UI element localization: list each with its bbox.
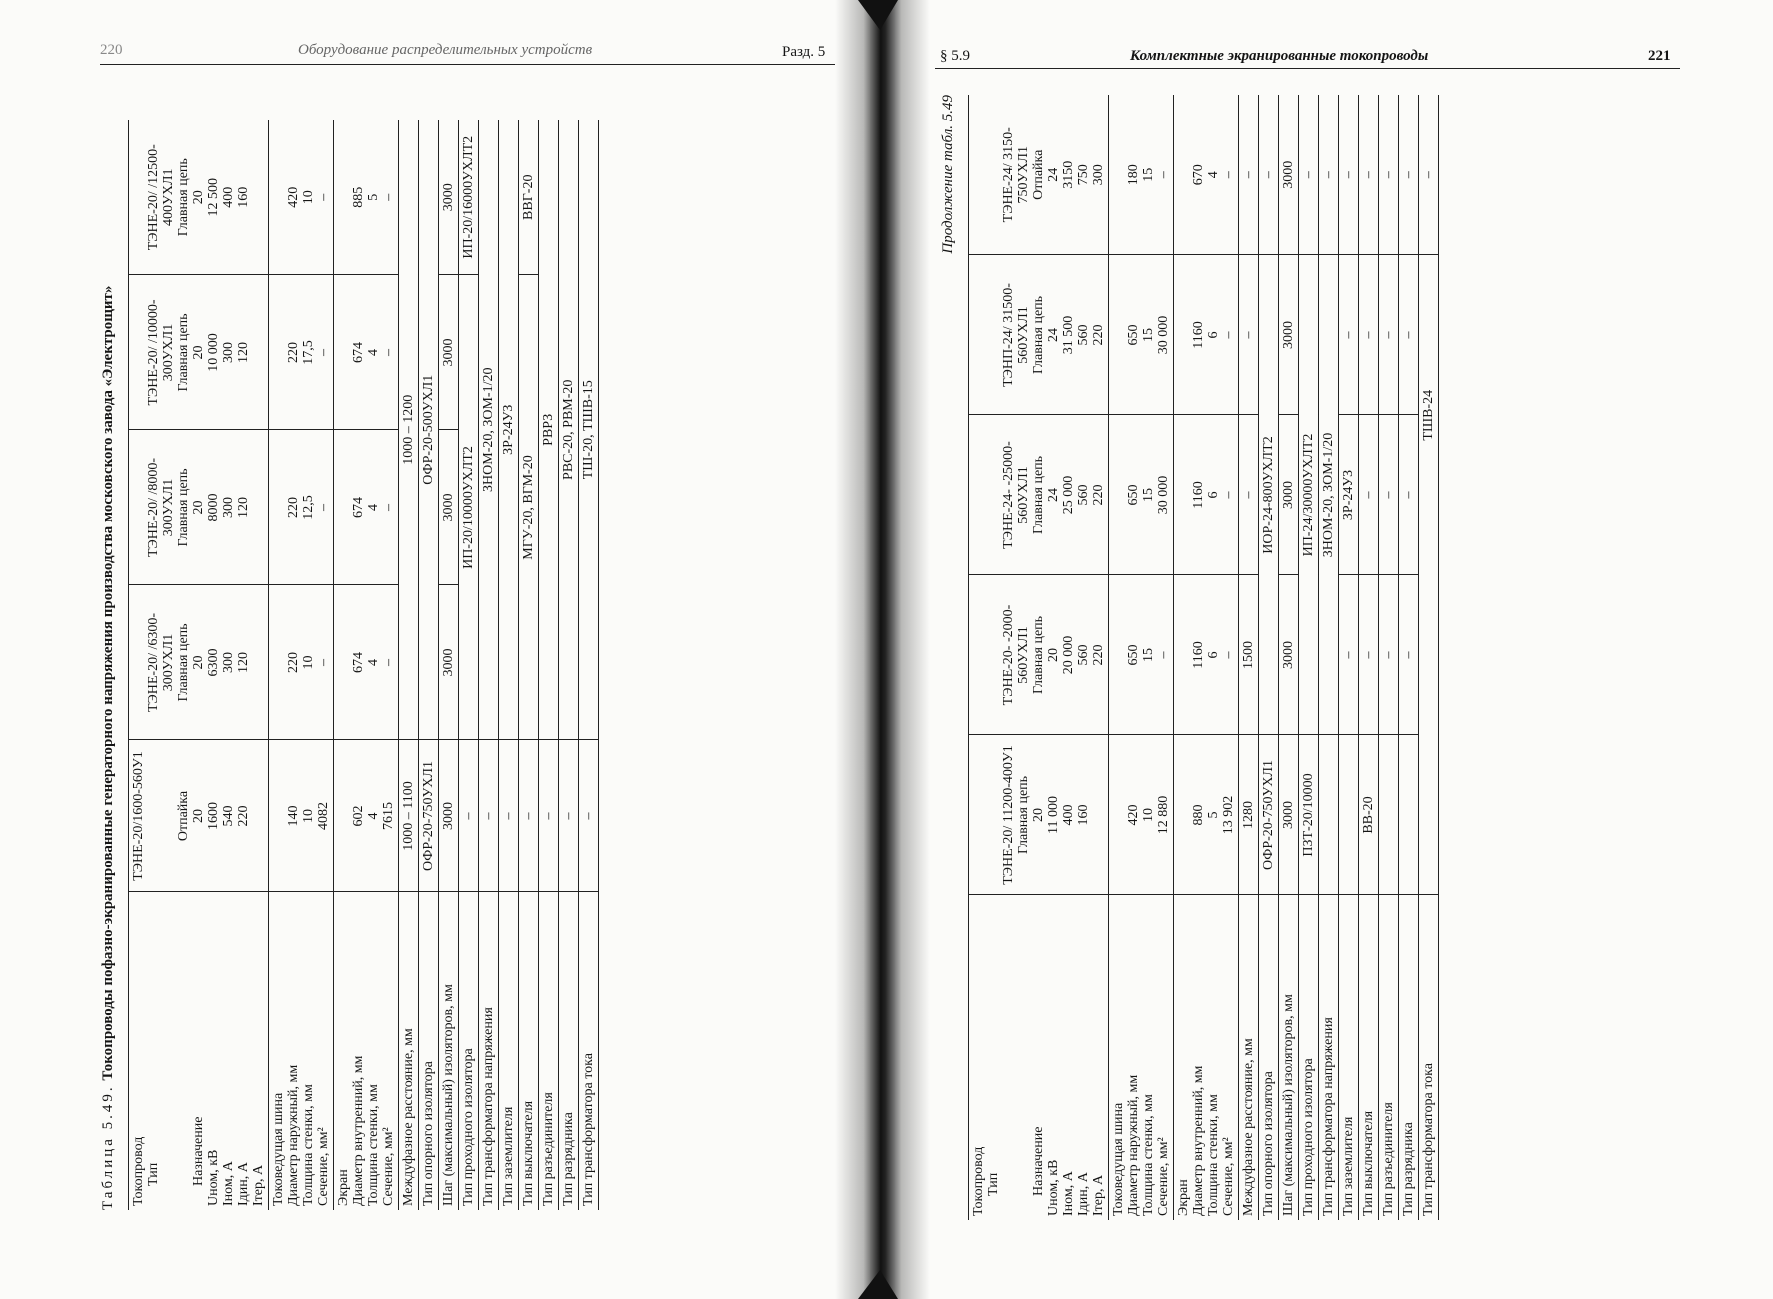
table-cell: 220 17,5 – bbox=[269, 275, 334, 430]
table-cell: – bbox=[1359, 95, 1379, 255]
row-label: Тип опорного изолятора bbox=[419, 892, 439, 1210]
table-cell: 3000 bbox=[1279, 415, 1299, 575]
table-cell: 3000 bbox=[439, 120, 459, 275]
table-cell: – bbox=[1399, 95, 1419, 255]
table-5-49-part2 bbox=[968, 95, 1439, 1220]
column-header: ТЭНЕ-20/ 11200-400У1 Главная цепь 20 11 000 400 160 bbox=[969, 735, 1109, 895]
table-cell: – bbox=[1399, 575, 1419, 735]
column-header: ТЭНП-24/ 31500-560УХЛ1 Главная цепь 24 31 500 560 220 bbox=[969, 255, 1109, 415]
table-cell: 650 15 – bbox=[1109, 575, 1174, 735]
table-cell-merged: МГУ-20, ВГМ-20 bbox=[519, 275, 539, 740]
row-label: Тип трансформатора тока bbox=[1419, 895, 1439, 1220]
table-cell: 3000 bbox=[439, 275, 459, 430]
table-cell: – bbox=[1339, 255, 1359, 415]
table-cell: – bbox=[459, 740, 479, 892]
row-label: Тип выключателя bbox=[519, 892, 539, 1210]
table-cell: – bbox=[1359, 415, 1379, 575]
row-label: Тип трансформатора тока bbox=[579, 892, 599, 1210]
table-cell: – bbox=[1379, 95, 1399, 255]
right-page-number: 221 bbox=[1648, 48, 1671, 64]
table-cell: ВВГ-20 bbox=[519, 120, 539, 275]
table-cell: 885 5 – bbox=[334, 120, 399, 275]
table-cell: 1160 6 – bbox=[1174, 575, 1239, 735]
table-cell-merged: ЗР-24УЗ bbox=[499, 120, 519, 740]
table-cell: – bbox=[1419, 95, 1439, 255]
row-label: Тип разрядника bbox=[559, 892, 579, 1210]
table-cell: – bbox=[1399, 255, 1419, 415]
table-cell: 3000 bbox=[439, 585, 459, 740]
row-label: Шаг (максимальный) изоляторов, мм bbox=[1279, 895, 1299, 1220]
row-label: Тип трансформатора напряжения bbox=[1319, 895, 1339, 1220]
right-header-rule bbox=[935, 68, 1680, 69]
table-cell: ОФР-20-750УХЛ1 bbox=[419, 740, 439, 892]
table-cell-merged: 1000 – 1200 bbox=[399, 120, 419, 740]
column-header: ТЭНЕ-24- -25000-560УХЛ1 Главная цепь 24 25 000 560 220 bbox=[969, 415, 1109, 575]
table-cell: – bbox=[1379, 255, 1399, 415]
table-cell-merged: ТШВ-24 bbox=[1419, 255, 1439, 575]
table-cell: 1000 – 1100 bbox=[399, 740, 419, 892]
table-cell: – bbox=[499, 740, 519, 892]
table-cell: 3000 bbox=[1279, 575, 1299, 735]
row-label-bus: Токоведущая шина Диаметр наружный, мм Толщина стенки, мм Сечение, мм² bbox=[269, 892, 334, 1210]
table-cell: 1280 bbox=[1239, 735, 1259, 895]
book-spine bbox=[835, 0, 930, 1299]
row-label: Тип выключателя bbox=[1359, 895, 1379, 1220]
column-header: ТЭНЕ-24/ 3150-750УХЛ1 Отпайка 24 3150 750 300 bbox=[969, 95, 1109, 255]
table-cell: – bbox=[1359, 575, 1379, 735]
row-label: Тип трансформатора напряжения bbox=[479, 892, 499, 1210]
table-cell: 670 4 – bbox=[1174, 95, 1239, 255]
row-label-bus: Токоведущая шина Диаметр наружный, мм Толщина стенки, мм Сечение, мм² bbox=[1109, 895, 1174, 1220]
row-label: Тип разъединителя bbox=[1379, 895, 1399, 1220]
column-header: ТЭНЕ-20/ /10000-300УХЛ1 Главная цепь 20 10 000 300 120 bbox=[129, 275, 269, 430]
table-cell: – bbox=[1339, 575, 1359, 735]
left-section: Разд. 5 bbox=[782, 44, 826, 60]
column-header: ТЭНЕ-20/ /6300-300УХЛ1 Главная цепь 20 6300 300 120 bbox=[129, 585, 269, 740]
table-cell: 1160 6 – bbox=[1174, 255, 1239, 415]
table-caption-text: Токопроводы пофазно-экранированные генераторного напряжения производства московского завода «Электрощит» bbox=[100, 285, 116, 1081]
table-cell bbox=[1399, 735, 1419, 895]
right-running-title: Комплектные экранированные токопроводы bbox=[1130, 48, 1429, 64]
table-cell: ВВ-20 bbox=[1359, 735, 1379, 895]
table-cell: – bbox=[559, 740, 579, 892]
table-cell: 650 15 30 000 bbox=[1109, 415, 1174, 575]
table-cell: 650 15 30 000 bbox=[1109, 255, 1174, 415]
table-cell: – bbox=[1399, 415, 1419, 575]
row-label: Тип разъединителя bbox=[539, 892, 559, 1210]
table-cell: – bbox=[1319, 95, 1339, 255]
table-cell: 880 5 13 902 bbox=[1174, 735, 1239, 895]
table-cell-merged: ИП-24/30000УХЛТ2 bbox=[1299, 255, 1319, 735]
column-header: ТЭНЕ-20- -2000-560УХЛ1 Главная цепь 20 20 000 560 220 bbox=[969, 575, 1109, 735]
left-running-title: Оборудование распределительных устройств bbox=[298, 42, 593, 58]
table-cell: 3000 bbox=[1279, 255, 1299, 415]
table-cell: 140 10 4082 bbox=[269, 740, 334, 892]
left-page-number: 220 bbox=[100, 42, 123, 58]
table-cell: 3000 bbox=[439, 740, 459, 892]
table-cell: – bbox=[1299, 95, 1319, 255]
row-label: Междуфазное расстояние, мм bbox=[399, 892, 419, 1210]
table-cell: ОФР-20-750УХЛ1 bbox=[1259, 735, 1279, 895]
column-header: ТЭНЕ-20/ /8000-300УХЛ1 Главная цепь 20 8000 300 120 bbox=[129, 430, 269, 585]
row-label: Тип заземлителя bbox=[1339, 895, 1359, 1220]
table-cell: 674 4 – bbox=[334, 585, 399, 740]
table-cell bbox=[1339, 735, 1359, 895]
table-cell: 1500 bbox=[1239, 575, 1259, 735]
table-cell: – bbox=[1379, 575, 1399, 735]
table-cell: – bbox=[479, 740, 499, 892]
column-header: ТЭНЕ-20/1600-560У1 Отпайка 20 1600 540 220 bbox=[129, 740, 269, 892]
table-cell: 180 15 – bbox=[1109, 95, 1174, 255]
row-label-screen: Экран Диаметр внутренний, мм Толщина стенки, мм Сечение, мм² bbox=[1174, 895, 1239, 1220]
table-caption-prefix: Таблица 5.49. bbox=[100, 1084, 116, 1210]
table-cell: ИП-20/16000УХЛТ2 bbox=[459, 120, 479, 275]
table-cell: – bbox=[579, 740, 599, 892]
table-cell bbox=[1379, 735, 1399, 895]
table-caption bbox=[100, 286, 117, 1210]
table-cell: 420 10 12 880 bbox=[1109, 735, 1174, 895]
left-header-rule bbox=[100, 64, 835, 65]
column-header: ТЭНЕ-20/ /12500-400УХЛ1 Главная цепь 20 12 500 400 160 bbox=[129, 120, 269, 275]
table-cell: 220 10 – bbox=[269, 585, 334, 740]
row-label: Шаг (максимальный) изоляторов, мм bbox=[439, 892, 459, 1210]
table-cell: ПЗТ-20/10000 bbox=[1299, 735, 1319, 895]
table-cell: – bbox=[1379, 415, 1399, 575]
table-cell: – bbox=[1239, 95, 1259, 255]
table-cell-merged: ЗНОМ-20, ЗОМ-1/20 bbox=[479, 120, 499, 740]
table-cell-merged: ОФР-20-500УХЛ1 bbox=[419, 120, 439, 740]
table-cell: 674 4 – bbox=[334, 275, 399, 430]
table-cell: 3000 bbox=[439, 430, 459, 585]
table-cell: – bbox=[1239, 415, 1259, 575]
table-cell-merged: ИОР-24-800УХЛТ2 bbox=[1259, 255, 1279, 735]
table-cell: 602 4 7615 bbox=[334, 740, 399, 892]
table-cell bbox=[1419, 575, 1439, 895]
table-cell: 674 4 – bbox=[334, 430, 399, 585]
row-label: Тип опорного изолятора bbox=[1259, 895, 1279, 1220]
table-cell-merged: ТШ-20, ТШВ-15 bbox=[579, 120, 599, 740]
row-label: Тип проходного изолятора bbox=[459, 892, 479, 1210]
header-row-labels: Токопровод Тип Назначение Uном, кВ Iном, А Iдин, А Iтер, А bbox=[969, 895, 1109, 1220]
row-label-screen: Экран Диаметр внутренний, мм Толщина стенки, мм Сечение, мм² bbox=[334, 892, 399, 1210]
right-table-block bbox=[940, 95, 1680, 1220]
table-cell-merged: ИП-20/10000УХЛТ2 bbox=[459, 275, 479, 740]
table-5-49-part1 bbox=[128, 120, 599, 1210]
table-cell bbox=[1319, 735, 1339, 895]
header-row-labels: Токопровод Тип Назначение Uном, кВ Iном, А Iдин, А Iтер, А bbox=[129, 892, 269, 1210]
row-label: Тип разрядника bbox=[1399, 895, 1419, 1220]
table-cell-merged: РВРЗ bbox=[539, 120, 559, 740]
row-label: Тип проходного изолятора bbox=[1299, 895, 1319, 1220]
table-cell: ЗР-24УЗ bbox=[1339, 415, 1359, 575]
table-cell-merged: РВС-20, РВМ-20 bbox=[559, 120, 579, 740]
right-section: § 5.9 bbox=[940, 48, 970, 64]
table-cell: 3000 bbox=[1279, 735, 1299, 895]
table-cell: 420 10 – bbox=[269, 120, 334, 275]
table-cell: – bbox=[1339, 95, 1359, 255]
table-cell: 1160 6 – bbox=[1174, 415, 1239, 575]
table-cell: – bbox=[1359, 255, 1379, 415]
continuation-label: Продолжение табл. 5.49 bbox=[940, 95, 956, 254]
table-cell: – bbox=[539, 740, 559, 892]
table-cell: – bbox=[1259, 95, 1279, 255]
row-label: Междуфазное расстояние, мм bbox=[1239, 895, 1259, 1220]
row-label: Тип заземлителя bbox=[499, 892, 519, 1210]
left-table-block bbox=[100, 120, 830, 1210]
table-cell: – bbox=[519, 740, 539, 892]
table-cell: – bbox=[1239, 255, 1259, 415]
table-cell-merged: ЗНОМ-20, ЗОМ-1/20 bbox=[1319, 255, 1339, 735]
table-cell: 3000 bbox=[1279, 95, 1299, 255]
table-cell: 220 12,5 – bbox=[269, 430, 334, 585]
